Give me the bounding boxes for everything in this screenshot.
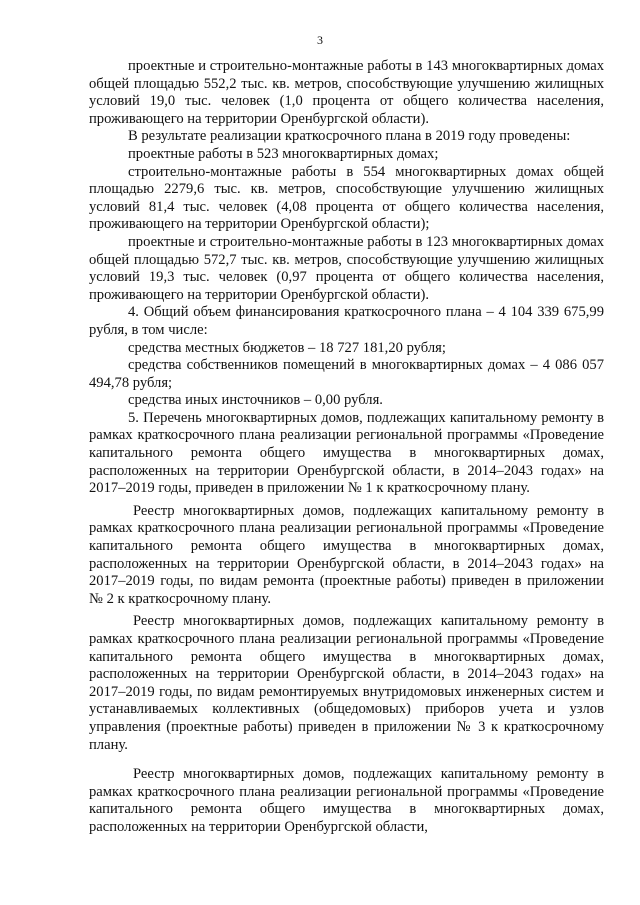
paragraph-5: проектные и строительно-монтажные работы в 123 многоквартирных домах общей площадью 572,7 тыс. кв. метров, способствующие улучшению жилищных условий 19,3 тыс. человек (0,97 процента от общего количества населения, проживающего на территории Оренбургской области). [89, 233, 604, 303]
paragraph-3: проектные работы в 523 многоквартирных домах; [128, 145, 439, 162]
paragraph-8: средства собственников помещений в многоквартирных домах – 4 086 057 494,78 рубля; [89, 357, 604, 391]
paragraph-4: строительно-монтажные работы в 554 многоквартирных домах общей площадью 2279,6 тыс. кв. метров, способствующие улучшению жилищных условий 81,4 тыс. человек (4,08 процента от общего количества населения, проживающего на территории Оренбургской области); [89, 163, 604, 233]
paragraph-1: проектные и строительно-монтажные работы в 143 многоквартирных домах общей площадью 552,2 тыс. кв. метров, способствующие улучшению жилищных условий 19,0 тыс. человек (1,0 процента от общего количества населения, проживающего на территории Оренбургской области). [89, 58, 604, 127]
document-body [89, 58, 604, 837]
paragraph-10: 5. Перечень многоквартирных домов, подлежащих капитальному ремонту в рамках краткосрочного плана реализации региональной программы «Проведение капитального ремонта общего имущества в многоквартирных домах, расположенных на территории Оренбургской области, в 2014–2043 годах» на 2017–2019 годы, приведен в приложении № 1 к краткосрочному плану. [89, 409, 604, 497]
paragraph-12: Реестр многоквартирных домов, подлежащих капитальному ремонту в рамках краткосрочного плана реализации региональной программы «Проведение капитального ремонта общего имущества в многоквартирных домах, расположенных на территории Оренбургской области, в 2014–2043 годах» на 2017–2019 годы, по видам ремонтируемых внутридомовых инженерных систем и устанавливаемых коллективных (общедомовых) приборов учета и узлов управления (проектные работы) приведен в приложении № 3 к краткосрочному плану. [89, 613, 604, 753]
paragraph-2: В результате реализации краткосрочного плана в 2019 году проведены: [128, 128, 571, 145]
page-number: 3 [317, 33, 323, 47]
paragraph-7: средства местных бюджетов – 18 727 181,20 рубля; [128, 339, 446, 356]
paragraph-9: средства иных инсточников – 0,00 рубля. [128, 392, 383, 409]
paragraph-13: Реестр многоквартирных домов, подлежащих капитальному ремонту в рамках краткосрочного плана реализации региональной программы «Проведение капитального ремонта общего имущества в многоквартирных домах, расположенных на территории Оренбургской области, [89, 766, 604, 835]
paragraph-6: 4. Общий объем финансирования краткосрочного плана – 4 104 339 675,99 рубля, в том числе: [89, 304, 604, 338]
paragraph-11: Реестр многоквартирных домов, подлежащих капитальному ремонту в рамках краткосрочного плана реализации региональной программы «Проведение капитального ремонта общего имущества в многоквартирных домах, расположенных на территории Оренбургской области, в 2014–2043 годах» на 2017–2019 годы, по видам ремонта (проектные работы) приведен в приложении № 2 к краткосрочному плану. [89, 502, 604, 607]
